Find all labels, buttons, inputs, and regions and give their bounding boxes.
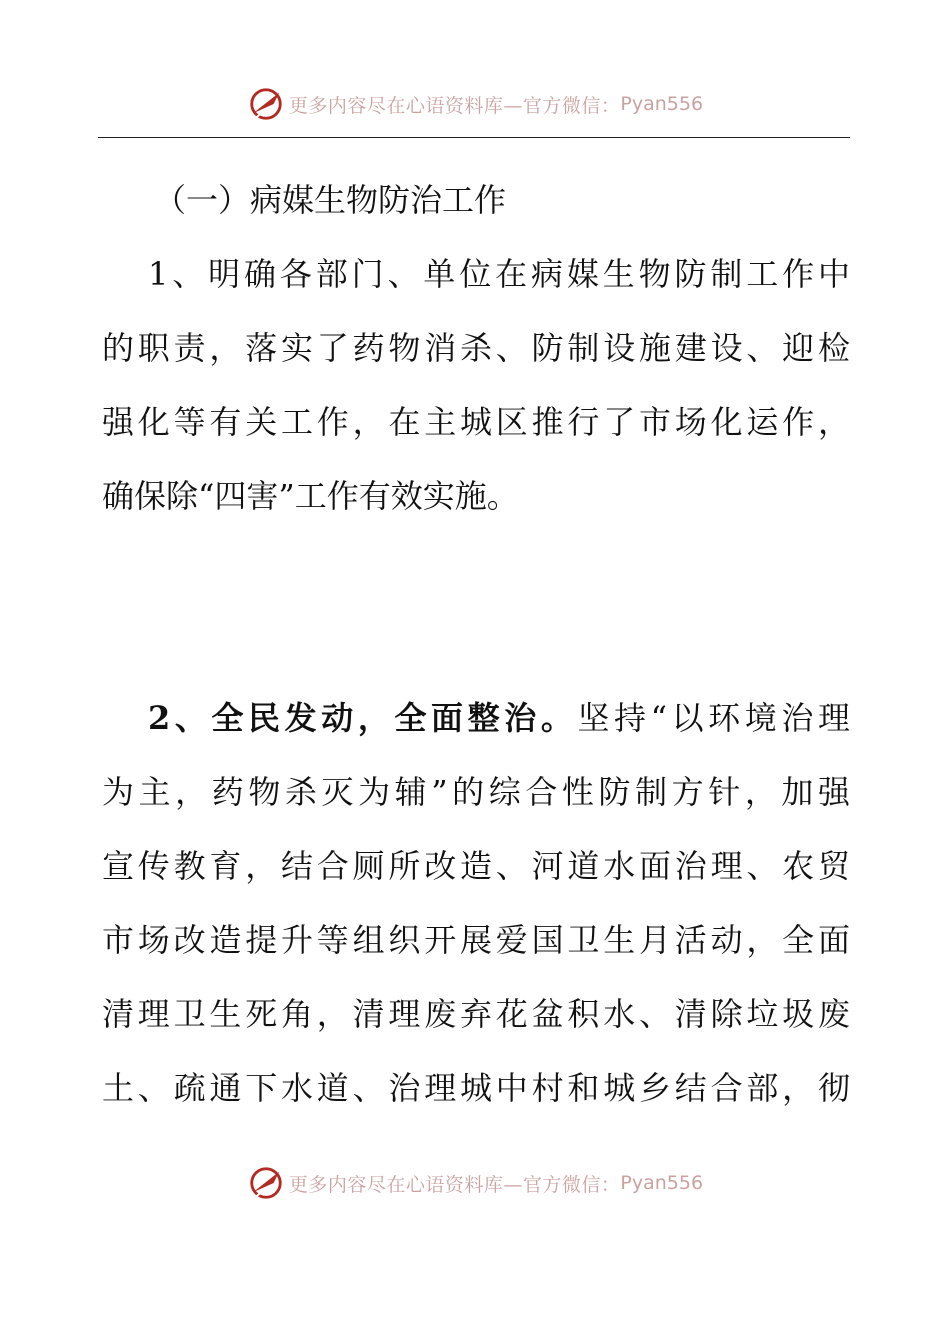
watermark-handle: Pyan556 — [620, 93, 704, 115]
paragraph-line: 宣传教育，结合厕所改造、河道水面治理、农贸 — [102, 847, 850, 885]
section-heading: （一）病媒生物防治工作 — [154, 181, 507, 219]
paragraph-line: 清理卫生死角，清理废弃花盆积水、清除垃圾废 — [102, 995, 850, 1033]
paragraph-line: 的职责，落实了药物消杀、防制设施建设、迎检 — [102, 329, 850, 367]
paragraph-line: 1、明确各部门、单位在病媒生物防制工作中 — [148, 255, 850, 293]
header-divider — [98, 137, 850, 138]
watermark-text: 更多内容尽在心语资料库—官方微信： — [288, 94, 621, 117]
watermark-text: 更多内容尽在心语资料库—官方微信： — [288, 1173, 621, 1196]
document-body — [102, 163, 850, 1125]
lead-rest: 坚持“以环境治理 — [577, 699, 850, 737]
header-watermark — [0, 84, 950, 124]
paragraph-line: 确保除“四害”工作有效实施。 — [102, 477, 519, 515]
paragraph-line: 强化等有关工作，在主城区推行了市场化运作， — [102, 403, 850, 441]
bold-lead: 2、全民发动，全面整治。 — [148, 699, 578, 737]
watermark-handle: Pyan556 — [620, 1172, 704, 1194]
paragraph-line: 土、疏通下水道、治理城中村和城乡结合部，彻 — [102, 1069, 850, 1107]
paragraph-line: 市场改造提升等组织开展爱国卫生月活动，全面 — [102, 921, 850, 959]
paragraph-first-line — [102, 681, 850, 755]
quill-pen-logo-icon — [247, 85, 285, 123]
paragraph-line: 为主，药物杀灭为辅”的综合性防制方针，加强 — [102, 773, 850, 811]
quill-pen-logo-icon — [247, 1164, 285, 1202]
paragraph-1 — [102, 237, 850, 533]
footer-watermark — [0, 1163, 950, 1203]
paragraph-gap — [102, 533, 850, 681]
paragraph-2 — [102, 681, 850, 1125]
